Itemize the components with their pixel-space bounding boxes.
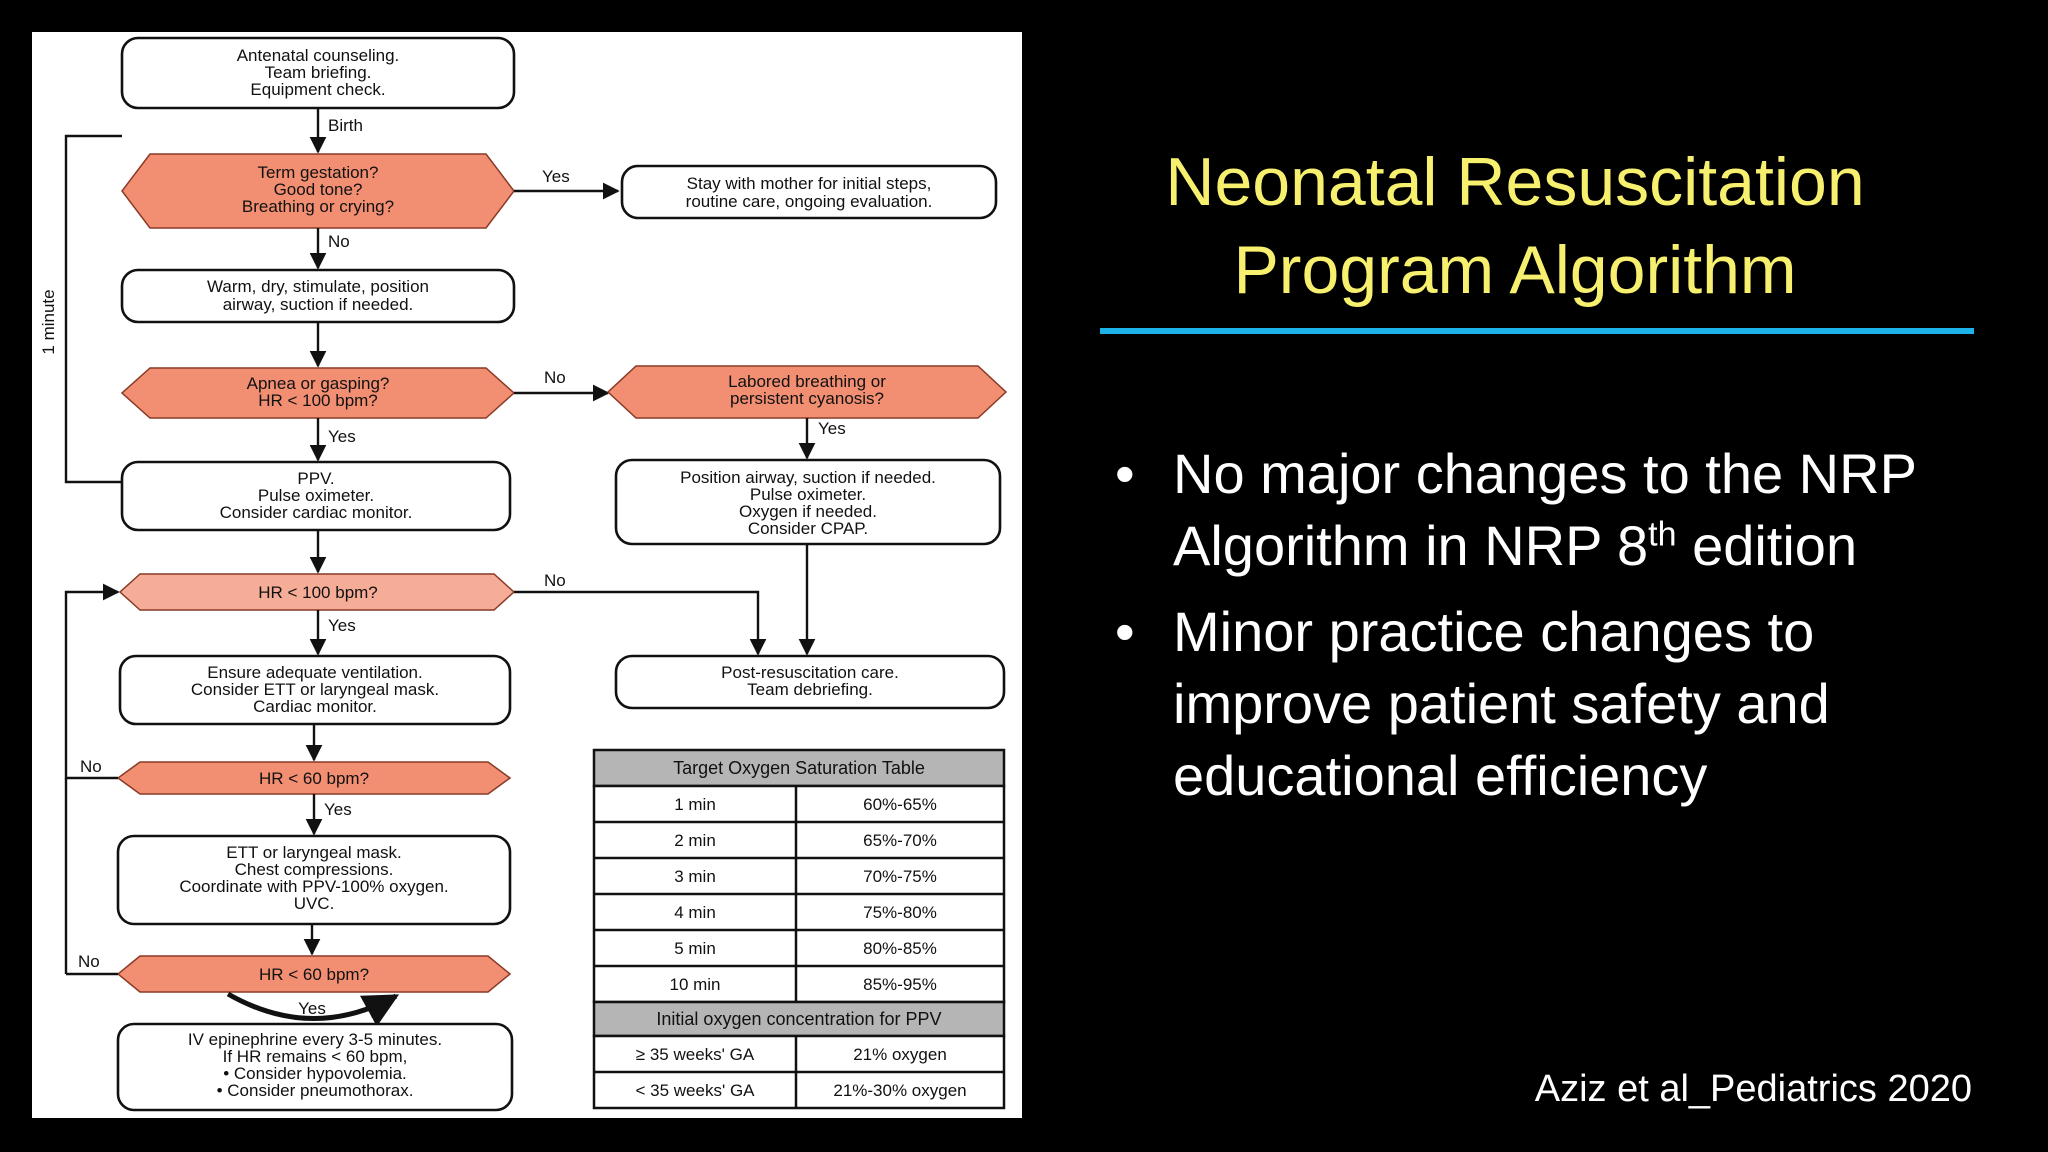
table-header: Target Oxygen Saturation Table <box>673 758 925 778</box>
decision-term-line1: Term gestation? <box>257 163 379 182</box>
one-minute-bracket <box>66 136 122 482</box>
node-stay-line1: Stay with mother for initial steps, <box>686 174 932 193</box>
node-post-line1: Post-resuscitation care. <box>721 663 899 682</box>
table-cell-target: 70%-75% <box>863 867 937 886</box>
node-post-line2: Team debriefing. <box>747 680 873 699</box>
node-ppv <box>122 462 510 530</box>
node-ensure-line3: Cardiac monitor. <box>253 697 377 716</box>
table-cell-time: 5 min <box>674 939 716 958</box>
bullet-list <box>1115 438 1975 826</box>
bullet-1-text: No major changes to the NRP Algorithm in NRP 8 <box>1173 442 1916 577</box>
node-ppv-line1: PPV. <box>297 469 335 488</box>
label-birth: Birth <box>328 116 363 135</box>
node-antenatal-line3: Equipment check. <box>250 80 386 99</box>
node-warm-line2: airway, suction if needed. <box>222 295 414 314</box>
label-yes-3: Yes <box>328 427 356 446</box>
bullet-2-text: Minor practice changes to improve patient safety and educational efficiency <box>1173 600 1830 807</box>
decision-hr100-text: HR < 100 bpm? <box>258 583 378 602</box>
node-post-resuscitation <box>616 656 1004 708</box>
decision-hr-60-1 <box>118 762 510 794</box>
label-no-1: No <box>328 232 350 251</box>
bullet-1-text-end: edition <box>1676 514 1858 577</box>
table-cell-oxygen: 21% oxygen <box>853 1045 947 1064</box>
decision-hr60-1-text: HR < 60 bpm? <box>258 769 370 788</box>
node-iv-line1: IV epinephrine every 3-5 minutes. <box>187 1030 443 1049</box>
node-iv-line4: • Consider pneumothorax. <box>216 1081 414 1100</box>
table-cell-target: 80%-85% <box>863 939 937 958</box>
decision-hr60-2-text: HR < 60 bpm? <box>258 965 370 984</box>
decision-term-line3: Breathing or crying? <box>241 197 395 216</box>
decision-apnea-line1: Apnea or gasping? <box>246 374 390 393</box>
label-yes-6: Yes <box>298 999 326 1018</box>
node-ett-line1: ETT or laryngeal mask. <box>226 843 402 862</box>
node-position-line1: Position airway, suction if needed. <box>680 468 936 487</box>
bullet-icon: • <box>1115 600 1135 663</box>
label-yes-2: Yes <box>818 419 846 438</box>
node-stay-line2: routine care, ongoing evaluation. <box>685 192 933 211</box>
node-warm-line1: Warm, dry, stimulate, position <box>206 277 430 296</box>
label-no-4: No <box>80 757 102 776</box>
node-ett-line3: Coordinate with PPV-100% oxygen. <box>179 877 449 896</box>
loop-no-hr60-1 <box>66 592 118 778</box>
label-one-minute: 1 minute <box>39 289 58 355</box>
node-position-line2: Pulse oximeter. <box>749 485 867 504</box>
bullet-item-2 <box>1115 596 1975 812</box>
table-cell-target: 85%-95% <box>863 975 937 994</box>
label-yes-5: Yes <box>324 800 352 819</box>
slide-title-line2: Program Algorithm <box>1233 232 1797 308</box>
node-stay-with-mother <box>622 166 996 218</box>
decision-term-gestation <box>122 154 514 228</box>
table-header-ppv: Initial oxygen concentration for PPV <box>656 1009 942 1029</box>
decision-hr-100 <box>120 574 514 610</box>
table-cell-time: 3 min <box>674 867 716 886</box>
oxygen-saturation-table <box>594 750 1004 1108</box>
decision-labored-line2: persistent cyanosis? <box>729 389 885 408</box>
node-position-airway <box>616 460 1000 544</box>
node-ensure-ventilation <box>120 656 510 724</box>
table-cell-ga: < 35 weeks' GA <box>635 1081 755 1100</box>
node-antenatal <box>122 38 514 108</box>
label-no-2: No <box>544 368 566 387</box>
node-iv-epinephrine <box>118 1024 512 1110</box>
table-cell-time: 2 min <box>674 831 716 850</box>
decision-hr-60-2 <box>118 956 510 992</box>
table-cell-target: 60%-65% <box>863 795 937 814</box>
arrow-no-post <box>514 592 758 654</box>
slide-title <box>1100 138 1930 314</box>
label-no-3: No <box>544 571 566 590</box>
bullet-icon: • <box>1115 442 1135 505</box>
label-no-5: No <box>78 952 100 971</box>
table-cell-time: 1 min <box>674 795 716 814</box>
table-cell-target: 65%-70% <box>863 831 937 850</box>
node-ensure-line2: Consider ETT or laryngeal mask. <box>190 680 440 699</box>
decision-term-line2: Good tone? <box>273 180 363 199</box>
bullet-1-superscript: th <box>1648 515 1677 554</box>
slide-title-line1: Neonatal Resuscitation <box>1165 144 1865 220</box>
node-warm-dry <box>122 270 514 322</box>
decision-labored-line1: Labored breathing or <box>728 372 886 391</box>
table-cell-time: 4 min <box>674 903 716 922</box>
table-cell-ga: ≥ 35 weeks' GA <box>635 1045 755 1064</box>
title-underline <box>1100 328 1974 334</box>
node-ett-compressions <box>118 836 510 924</box>
label-yes-1: Yes <box>542 167 570 186</box>
node-iv-line3: • Consider hypovolemia. <box>223 1064 407 1083</box>
label-yes-4: Yes <box>328 616 356 635</box>
table-cell-time: 10 min <box>669 975 721 994</box>
decision-apnea <box>122 368 514 418</box>
node-position-line4: Consider CPAP. <box>747 519 869 538</box>
node-ppv-line3: Consider cardiac monitor. <box>219 503 413 522</box>
node-antenatal-line2: Team briefing. <box>264 63 372 82</box>
node-ppv-line2: Pulse oximeter. <box>257 486 375 505</box>
node-antenatal-line1: Antenatal counseling. <box>236 46 400 65</box>
decision-apnea-line2: HR < 100 bpm? <box>258 391 378 410</box>
nrp-flowchart <box>32 32 1022 1118</box>
node-ensure-line1: Ensure adequate ventilation. <box>207 663 423 682</box>
node-position-line3: Oxygen if needed. <box>739 502 877 521</box>
node-ett-line2: Chest compressions. <box>234 860 394 879</box>
node-iv-line2: If HR remains < 60 bpm, <box>222 1047 408 1066</box>
bullet-item-1 <box>1115 438 1975 582</box>
table-cell-target: 75%-80% <box>863 903 937 922</box>
table-cell-oxygen: 21%-30% oxygen <box>833 1081 967 1100</box>
node-ett-line4: UVC. <box>293 894 335 913</box>
citation: Aziz et al_Pediatrics 2020 <box>1534 1068 1972 1110</box>
decision-labored-breathing <box>608 366 1006 418</box>
